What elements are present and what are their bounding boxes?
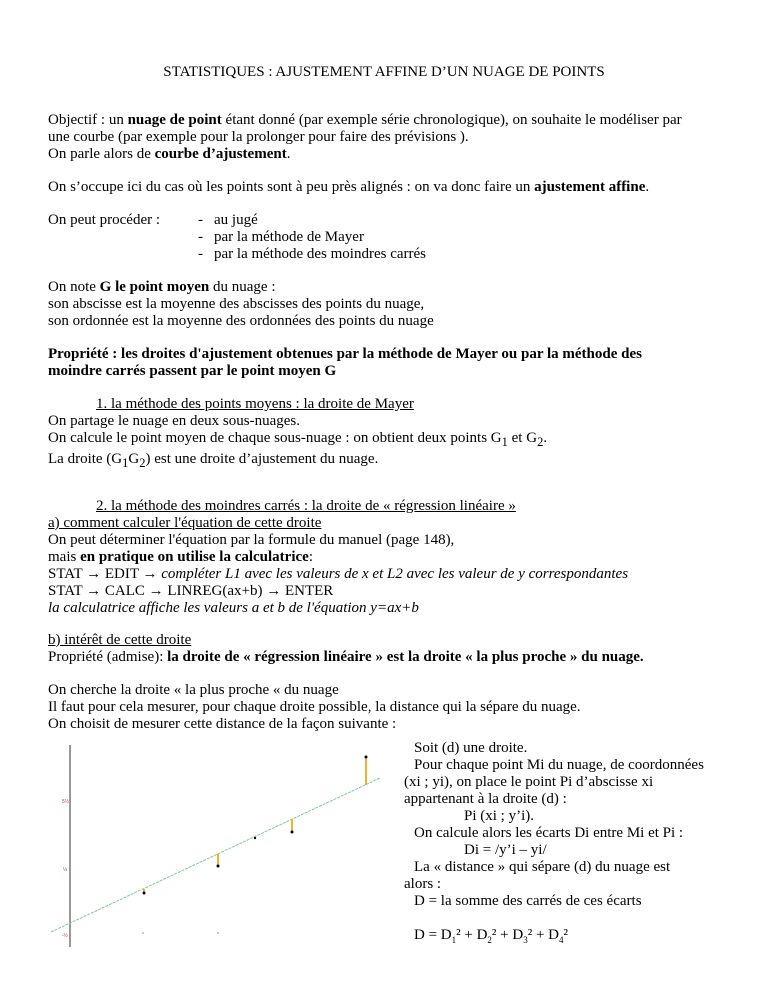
text: et G <box>507 430 538 446</box>
subsection-heading: a) comment calculer l'équation de cette droite <box>48 515 322 531</box>
subscript: 4 <box>559 935 564 945</box>
subscript: 1 <box>501 435 508 449</box>
text: moindre carrés passent par le point moyen G <box>48 363 337 379</box>
methods-label: On peut procéder : <box>48 212 161 228</box>
text: Propriété : les droites d'ajustement obtenues par la méthode de Mayer ou par la méthode des <box>48 346 642 362</box>
y-tick-label: 5½ <box>62 799 69 805</box>
methods-list <box>198 212 426 263</box>
x-tick <box>217 932 219 934</box>
text: par la méthode des moindres carrés <box>214 246 426 262</box>
text: On choisit de mesurer cette distance de la façon suivante : <box>48 716 397 732</box>
text: . <box>543 430 548 446</box>
section-heading: 2. la méthode des moindres carrés : la droite de « régression linéaire » <box>96 498 516 514</box>
text: alors : <box>404 876 442 892</box>
dash: - <box>198 229 203 245</box>
text: On calcule alors les écarts Di entre Mi et Pi : <box>414 825 684 841</box>
distance-explanation <box>404 740 744 949</box>
text: + D <box>532 927 560 943</box>
text: compléter L1 avec les valeurs de x et L2 avec les valeur de y correspondantes <box>161 566 629 582</box>
subsection-heading: b) intérêt de cette droite <box>48 632 192 648</box>
text: (xi ; yi), on place le point Pi d’abscisse xi <box>404 774 654 790</box>
text: son abscisse est la moyenne des abscisses des points du nuage, <box>48 296 425 312</box>
square: ² <box>563 927 569 943</box>
text: On calcule le point moyen de chaque sous-nuage : on obtient deux points G <box>48 430 502 446</box>
list-item <box>198 229 426 246</box>
text: G <box>128 451 140 467</box>
point-m2 <box>217 865 220 868</box>
intro <box>48 112 738 163</box>
page-title: STATISTIQUES : AJUSTEMENT AFFINE D’UN NUAGE DE POINTS <box>163 64 605 80</box>
section-heading: 1. la méthode des points moyens : la droite de Mayer <box>96 396 414 412</box>
text: D = D <box>414 927 452 943</box>
text: Propriété (admise): <box>48 649 168 665</box>
fitted-line <box>51 778 380 932</box>
text: On cherche la droite « la plus proche « du nuage <box>48 682 339 698</box>
y-tick-label: ½ <box>63 867 68 873</box>
subscript: 1 <box>451 935 457 945</box>
text: On note <box>48 279 100 295</box>
text: Soit (d) une droite. <box>414 740 528 756</box>
subscript: 2 <box>139 456 146 470</box>
list-item <box>198 246 426 263</box>
text: D = la somme des carrés de ces écarts <box>414 893 642 909</box>
text: STAT → CALC → LINREG(ax+b) → ENTER <box>48 583 334 599</box>
distance-formula <box>404 927 744 949</box>
text: . <box>645 179 650 195</box>
subscript: 2 <box>487 935 492 945</box>
bold-term: ajustement affine <box>534 179 646 195</box>
property-paragraph <box>48 346 738 380</box>
bold-term: en pratique on utilise la calculatrice <box>80 549 309 565</box>
text: : <box>308 549 313 565</box>
text: une courbe (par exemple pour la prolonger pour faire des prévisions ). <box>48 129 469 145</box>
dash: - <box>198 212 203 228</box>
bold-term: nuage de point <box>127 112 222 128</box>
square: ² <box>456 927 461 943</box>
list-item <box>198 212 426 229</box>
text: La droite (G <box>48 451 123 467</box>
text: du nuage : <box>209 279 276 295</box>
text: étant donné (par exemple série chronologique), on souhaite le modéliser par <box>221 112 682 128</box>
bold-term: la droite de « régression linéaire » est la droite « la plus proche » du nuage. <box>167 649 644 665</box>
text: au jugé <box>214 212 258 228</box>
point-m4 <box>365 756 368 759</box>
text: Pour chaque point Mi du nuage, de coordonnées <box>414 757 704 773</box>
text: par la méthode de Mayer <box>214 229 364 245</box>
text: La « distance » qui sépare (d) du nuage est <box>414 859 671 875</box>
text: la calculatrice affiche les valeurs a et b de l'équation y=ax+b <box>48 600 419 616</box>
text: On parle alors de <box>48 146 155 162</box>
affine-paragraph <box>48 179 738 196</box>
bold-term: courbe d’ajustement <box>154 146 287 162</box>
text: Il faut pour cela mesurer, pour chaque droite possible, la distance qui la sépare du nuage. <box>48 699 581 715</box>
text: Objectif : un <box>48 112 128 128</box>
text: On s’occupe ici du cas où les points sont à peu près alignés : on va donc faire un <box>48 179 535 195</box>
subscript: 3 <box>523 935 528 945</box>
text: + D <box>460 927 488 943</box>
point-m3 <box>291 831 294 834</box>
text: Pi (xi ; y’i). <box>464 808 534 824</box>
x-tick <box>142 932 144 934</box>
dash: - <box>198 246 203 262</box>
text: + D <box>496 927 524 943</box>
subscript: 1 <box>122 456 129 470</box>
text: appartenant à la droite (d) : <box>404 791 567 807</box>
text: . <box>286 146 291 162</box>
regression-section <box>48 498 738 733</box>
subscript: 2 <box>537 435 544 449</box>
text: mais <box>48 549 81 565</box>
text: son ordonnée est la moyenne des ordonnées des points du nuage <box>48 313 434 329</box>
text: On partage le nuage en deux sous-nuages. <box>48 413 300 429</box>
square: ² <box>527 927 533 943</box>
text: On peut déterminer l'équation par la formule du manuel (page 148), <box>48 532 455 548</box>
text: Di = /y’i – yi/ <box>464 842 547 858</box>
mean-point-paragraph <box>48 279 738 330</box>
y-tick-label: -½ <box>62 933 68 939</box>
square: ² <box>491 927 497 943</box>
regression-figure <box>0 730 400 960</box>
point-m1 <box>143 892 146 895</box>
text: STAT → EDIT → <box>48 566 162 582</box>
point-g <box>254 837 256 839</box>
bold-term: G le point moyen <box>99 279 210 295</box>
text: ) est une droite d’ajustement du nuage. <box>145 451 379 467</box>
mayer-section <box>48 396 738 472</box>
